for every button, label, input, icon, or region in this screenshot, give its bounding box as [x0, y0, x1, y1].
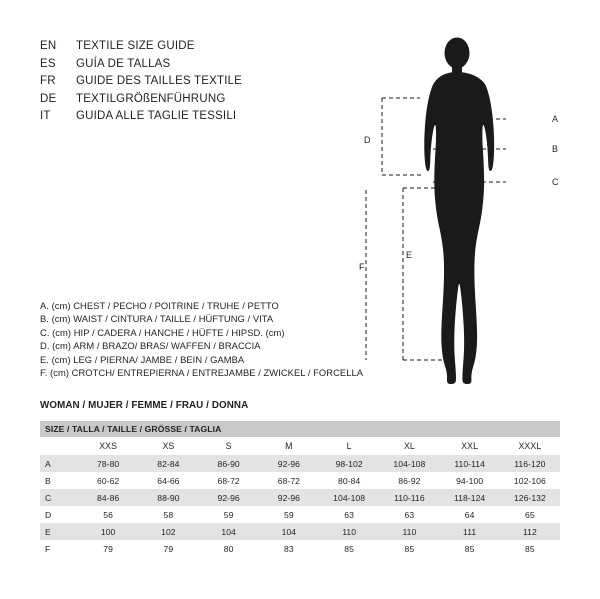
title-text-it: GUIDA ALLE TAGLIE TESSILI — [76, 110, 237, 122]
title-row-en — [40, 38, 340, 56]
cell-a-xl: 104-108 — [379, 455, 439, 472]
col-header-l: L — [319, 437, 379, 455]
title-row-fr — [40, 73, 340, 91]
title-text-de: TEXTILGRÖßENFÜHRUNG — [76, 92, 226, 105]
row-label-d: D — [40, 506, 78, 523]
cell-e-xl: 110 — [379, 523, 439, 540]
title-row-de — [40, 91, 340, 109]
cell-c-xs: 88-90 — [138, 489, 198, 506]
col-header-xxl: XXL — [440, 437, 500, 455]
title-lang-fr: FR — [40, 75, 56, 87]
cell-f-xxxl: 85 — [500, 540, 560, 557]
cell-b-xs: 64-66 — [138, 472, 198, 489]
table-size-header-row — [40, 421, 560, 437]
table-size-header: SIZE / TALLA / TAILLE / GRÖSSE / TAGLIA — [40, 421, 560, 437]
cell-f-xs: 79 — [138, 540, 198, 557]
figure-label-f: F — [359, 262, 365, 272]
cell-a-l: 98-102 — [319, 455, 379, 472]
cell-a-xxs: 78-80 — [78, 455, 138, 472]
figure-label-b: B — [552, 144, 559, 154]
figure-label-e: E — [406, 250, 413, 260]
cell-b-m: 68-72 — [259, 472, 319, 489]
cell-d-m: 59 — [259, 506, 319, 523]
col-header-s: S — [199, 437, 259, 455]
gender-label: WOMAN / MUJER / FEMME / FRAU / DONNA — [40, 400, 249, 411]
cell-e-xxs: 100 — [78, 523, 138, 540]
cell-d-xs: 58 — [138, 506, 198, 523]
cell-a-s: 86-90 — [199, 455, 259, 472]
cell-c-xxxl: 126-132 — [500, 489, 560, 506]
col-header-blank — [40, 437, 78, 455]
cell-f-xxl: 85 — [440, 540, 500, 557]
cell-e-m: 104 — [259, 523, 319, 540]
title-text-en: TEXTILE SIZE GUIDE — [76, 40, 195, 52]
cell-e-l: 110 — [319, 523, 379, 540]
cell-c-xxs: 84-86 — [78, 489, 138, 506]
cell-b-s: 68-72 — [199, 472, 259, 489]
cell-a-m: 92-96 — [259, 455, 319, 472]
legend-line-d: D. (cm) ARM / BRAZO/ BRAS/ WAFFEN / BRACCIA — [40, 340, 261, 352]
legend-line-e: E. (cm) LEG / PIERNA/ JAMBE / BEIN / GAMBA — [40, 353, 245, 365]
title-text-fr: GUIDE DES TAILLES TEXTILE — [76, 75, 243, 87]
cell-b-xxxl: 102-106 — [500, 472, 560, 489]
legend-block — [40, 299, 400, 379]
figure-label-d: D — [364, 135, 371, 145]
col-header-xxs: XXS — [78, 437, 138, 455]
title-lang-de: DE — [40, 92, 57, 105]
table-row — [40, 540, 560, 557]
title-lang-it: IT — [40, 110, 51, 122]
cell-b-l: 80-84 — [319, 472, 379, 489]
table-row — [40, 506, 560, 523]
title-block — [40, 38, 340, 126]
cell-d-xl: 63 — [379, 506, 439, 523]
cell-c-l: 104-108 — [319, 489, 379, 506]
cell-c-xxl: 118-124 — [440, 489, 500, 506]
cell-c-xl: 110-116 — [379, 489, 439, 506]
table-column-header-row — [40, 437, 560, 455]
table-row — [40, 523, 560, 540]
cell-f-xl: 85 — [379, 540, 439, 557]
title-row-it — [40, 108, 340, 126]
title-row-es — [40, 56, 340, 74]
size-table-wrapper — [40, 421, 560, 557]
col-header-xl: XL — [379, 437, 439, 455]
cell-d-l: 63 — [319, 506, 379, 523]
female-silhouette-shape — [424, 38, 494, 385]
title-lang-en: EN — [40, 40, 57, 52]
legend-line-b: B. (cm) WAIST / CINTURA / TAILLE / HÜFTUNG / VITA — [40, 313, 274, 325]
cell-b-xxs: 60-62 — [78, 472, 138, 489]
legend-line-f: F. (cm) CROTCH/ ENTREPIERNA / ENTREJAMBE / ZWICKEL / FORCELLA — [40, 367, 364, 379]
cell-f-xxs: 79 — [78, 540, 138, 557]
col-header-xxxl: XXXL — [500, 437, 560, 455]
cell-d-xxxl: 65 — [500, 506, 560, 523]
row-label-b: B — [40, 472, 78, 489]
cell-f-s: 80 — [199, 540, 259, 557]
figure-label-a: A — [552, 114, 559, 124]
cell-d-xxl: 64 — [440, 506, 500, 523]
cell-a-xxl: 110-114 — [440, 455, 500, 472]
cell-b-xxl: 94-100 — [440, 472, 500, 489]
cell-f-m: 83 — [259, 540, 319, 557]
row-label-a: A — [40, 455, 78, 472]
cell-e-xxxl: 112 — [500, 523, 560, 540]
cell-b-xl: 86-92 — [379, 472, 439, 489]
cell-e-s: 104 — [199, 523, 259, 540]
table-row — [40, 489, 560, 506]
title-lang-es: ES — [40, 57, 56, 70]
size-table — [40, 421, 560, 557]
col-header-m: M — [259, 437, 319, 455]
cell-e-xs: 102 — [138, 523, 198, 540]
table-row — [40, 455, 560, 472]
cell-a-xxxl: 116-120 — [500, 455, 560, 472]
figure-label-c: C — [552, 177, 559, 187]
cell-d-s: 59 — [199, 506, 259, 523]
col-header-xs: XS — [138, 437, 198, 455]
table-row — [40, 472, 560, 489]
legend-line-c: C. (cm) HIP / CADERA / HANCHE / HÜFTE / HIPSD. (cm) — [40, 326, 285, 338]
title-text-es: GUÍA DE TALLAS — [76, 57, 171, 70]
cell-c-s: 92-96 — [199, 489, 259, 506]
legend-line-a: A. (cm) CHEST / PECHO / POITRINE / TRUHE / PETTO — [40, 300, 279, 311]
row-label-c: C — [40, 489, 78, 506]
cell-f-l: 85 — [319, 540, 379, 557]
cell-d-xxs: 56 — [78, 506, 138, 523]
row-label-e: E — [40, 523, 78, 540]
cell-e-xxl: 111 — [440, 523, 500, 540]
cell-a-xs: 82-84 — [138, 455, 198, 472]
cell-c-m: 92-96 — [259, 489, 319, 506]
row-label-f: F — [40, 540, 78, 557]
